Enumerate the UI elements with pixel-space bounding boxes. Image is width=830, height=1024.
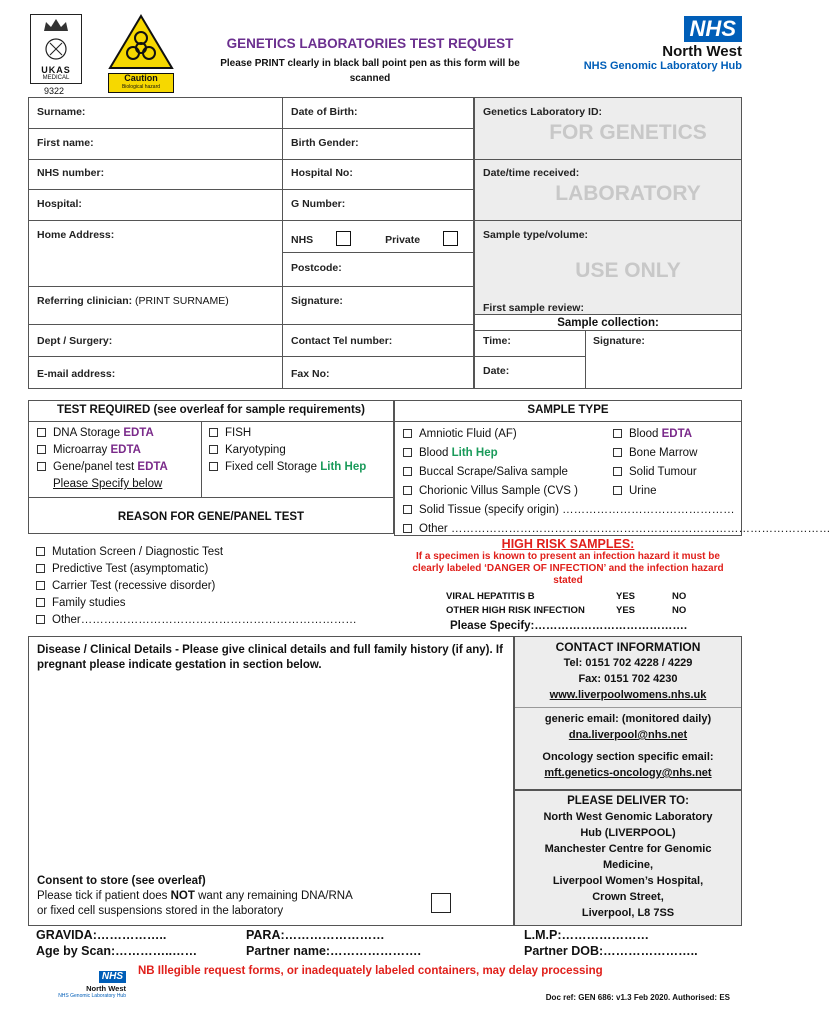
high-risk-section <box>394 536 742 636</box>
nhs-number-label: NHS number: <box>37 167 105 179</box>
generic-email-label: generic email: (monitored daily) <box>544 713 712 725</box>
checkbox[interactable] <box>37 445 46 454</box>
hospital-label: Hospital: <box>37 198 82 210</box>
checkbox[interactable] <box>613 486 622 495</box>
sample-solid-tumour[interactable]: Solid Tumour <box>613 463 697 482</box>
document-reference: Doc ref: GEN 686: v1.3 Feb 2020. Authorised: ES <box>545 993 730 1002</box>
test-fixed-cell[interactable]: Fixed cell Storage Lith Hep <box>209 459 366 476</box>
sample-cvs[interactable]: Chorionic Villus Sample (CVS ) <box>403 482 735 501</box>
checkbox[interactable] <box>209 445 218 454</box>
ukas-text: UKAS <box>41 65 71 75</box>
dept-label: Dept / Surgery: <box>37 335 113 347</box>
reason-heading: REASON FOR GENE/PANEL TEST <box>117 511 305 523</box>
high-risk-heading: HIGH RISK SAMPLES: <box>501 537 635 551</box>
referring-note: (PRINT SURNAME) <box>135 295 229 307</box>
email-label: E-mail address: <box>37 368 116 380</box>
contact-information-box <box>514 636 742 790</box>
deliver-heading: PLEASE DELIVER TO: <box>567 795 689 807</box>
nhs-hub: NHS Genomic Laboratory Hub <box>583 60 742 72</box>
oncology-email-label: Oncology section specific email: <box>542 751 714 763</box>
checkbox[interactable] <box>403 505 412 514</box>
ukas-number: 9322 <box>44 86 65 96</box>
caution-text: Caution <box>124 73 158 83</box>
reason-predictive[interactable]: Predictive Test (asymptomatic) <box>36 561 357 578</box>
nhs-badge: NHS <box>684 16 742 42</box>
please-specify-below: Please Specify below <box>53 478 163 490</box>
consent-text: Please tick if patient does NOT want any remaining DNA/RNA or fixed cell suspensions stored in the laboratory <box>37 890 353 917</box>
page-subtitle: Please PRINT clearly in black ball point pen as this form will be scanned <box>220 58 520 84</box>
gender-label: Birth Gender: <box>291 137 359 149</box>
consent-title: Consent to store (see overleaf) <box>37 875 206 887</box>
checkbox[interactable] <box>403 486 412 495</box>
checkbox[interactable] <box>36 598 45 607</box>
private-checkbox[interactable] <box>443 231 458 246</box>
checkbox[interactable] <box>36 615 45 624</box>
partner-dob-field[interactable]: Partner DOB:………………….. <box>524 944 698 958</box>
test-required-section <box>28 400 394 534</box>
private-option-label: Private <box>385 234 421 246</box>
collection-signature-label: Signature: <box>593 335 645 347</box>
sample-blood-lith[interactable]: Blood Lith Hep <box>403 444 735 463</box>
first-review-label: First sample review: <box>483 302 584 314</box>
checkbox[interactable] <box>209 462 218 471</box>
test-dna-storage[interactable]: DNA Storage EDTA <box>37 425 168 442</box>
test-fish[interactable]: FISH <box>209 425 366 442</box>
checkbox[interactable] <box>36 581 45 590</box>
reason-mutation-screen[interactable]: Mutation Screen / Diagnostic Test <box>36 544 357 561</box>
checkbox[interactable] <box>36 547 45 556</box>
partner-name-field[interactable]: Partner name:…………………. <box>246 944 422 958</box>
test-karyotyping[interactable]: Karyotyping <box>209 442 366 459</box>
sample-buccal[interactable]: Buccal Scrape/Saliva sample <box>403 463 735 482</box>
contact-fax: Fax: 0151 702 4230 <box>578 673 678 685</box>
lmp-field[interactable]: L.M.P:………………… <box>524 928 649 942</box>
deliver-line: Liverpool Women’s Hospital, <box>552 875 704 887</box>
watermark-use-only: USE ONLY <box>575 259 681 282</box>
clinical-details-instructions: Disease / Clinical Details - Please give clinical details and full family history (if any). If pregnant please indicate gestation in section below. <box>37 644 503 671</box>
ukas-sub: MEDICAL <box>42 75 70 81</box>
contact-tel: Tel: 0151 702 4228 / 4229 <box>563 657 693 669</box>
checkbox[interactable] <box>403 448 412 457</box>
watermark-for-genetics: FOR GENETICS <box>549 121 707 144</box>
sample-collection-label: Sample collection: <box>557 317 659 329</box>
signature-label: Signature: <box>291 295 343 307</box>
biohazard-icon <box>108 14 174 70</box>
nb-warning: NB Illegible request forms, or inadequately labeled containers, may delay processing <box>138 965 603 977</box>
laboratory-use-panel <box>474 97 742 389</box>
watermark-laboratory: LABORATORY <box>555 182 701 205</box>
consent-checkbox[interactable] <box>431 893 451 913</box>
sample-urine[interactable]: Urine <box>613 482 697 501</box>
sample-type-volume-label: Sample type/volume: <box>483 229 589 241</box>
checkbox[interactable] <box>37 428 46 437</box>
footer-nhs-logo <box>34 966 126 999</box>
surname-label: Surname: <box>37 106 86 118</box>
deliver-line: Medicine, <box>602 859 654 871</box>
footer-nhs-region: North West <box>86 984 126 993</box>
test-required-heading: TEST REQUIRED (see overleaf for sample requirements) <box>56 404 366 416</box>
deliver-to-box <box>514 790 742 926</box>
reason-carrier[interactable]: Carrier Test (recessive disorder) <box>36 578 357 595</box>
patient-details-grid <box>28 97 474 389</box>
sample-blood-edta[interactable]: Blood EDTA <box>613 425 697 444</box>
checkbox[interactable] <box>403 467 412 476</box>
sample-type-heading: SAMPLE TYPE <box>527 404 609 416</box>
other-infection-label: OTHER HIGH RISK INFECTION <box>446 605 585 616</box>
nhs-option-label: NHS <box>291 234 314 246</box>
checkbox[interactable] <box>613 448 622 457</box>
reason-other[interactable]: Other……………………………………………………………… <box>36 612 357 629</box>
lab-id-label: Genetics Laboratory ID: <box>483 106 603 118</box>
contact-website-link[interactable]: www.liverpoolwomens.nhs.uk <box>549 689 707 701</box>
sample-solid-tissue[interactable]: Solid Tissue (specify origin) ……………………………………… <box>403 501 735 520</box>
deliver-line: North West Genomic Laboratory <box>543 811 713 823</box>
deliver-line: Hub (LIVERPOOL) <box>580 827 676 839</box>
age-by-scan-field[interactable]: Age by Scan:…………..…… <box>36 944 198 958</box>
oncology-email-link[interactable]: mft.genetics-oncology@nhs.net <box>544 767 712 779</box>
collection-time-label: Time: <box>483 335 511 347</box>
hepatitis-yes[interactable]: YES <box>616 591 636 602</box>
nhs-logo <box>566 16 742 72</box>
hepatitis-no[interactable]: NO <box>672 591 687 602</box>
sample-other[interactable]: Other ……………………………………………………………………………………… <box>403 520 735 539</box>
test-gene-panel[interactable]: Gene/panel test EDTA <box>37 459 168 476</box>
deliver-line: Crown Street, <box>592 891 664 903</box>
reason-list <box>36 544 357 629</box>
para-field[interactable]: PARA:…………………… <box>246 928 385 942</box>
checkbox[interactable] <box>37 462 46 471</box>
viral-hepatitis-label: VIRAL HEPATITIS B <box>446 591 535 602</box>
referring-label: Referring clinician: <box>37 295 133 307</box>
ukas-logo <box>30 14 82 84</box>
g-number-label: G Number: <box>291 198 346 210</box>
page-title: GENETICS LABORATORIES TEST REQUEST <box>226 36 514 51</box>
datetime-received-label: Date/time received: <box>483 167 580 179</box>
footer-nhs-hub: NHS Genomic Laboratory Hub <box>58 993 126 999</box>
dob-label: Date of Birth: <box>291 106 358 118</box>
gravida-field[interactable]: GRAVIDA:…………….. <box>36 928 167 942</box>
collection-date-label: Date: <box>483 365 510 377</box>
infection-yes[interactable]: YES <box>616 605 636 616</box>
generic-email-link[interactable]: dna.liverpool@nhs.net <box>568 729 688 741</box>
crown-icon <box>41 17 71 33</box>
nhs-checkbox[interactable] <box>336 231 351 246</box>
hospital-no-label: Hospital No: <box>291 167 353 179</box>
postcode-label: Postcode: <box>291 262 342 274</box>
caution-sub: Biological hazard <box>121 84 161 90</box>
contact-tel-label: Contact Tel number: <box>291 335 393 347</box>
checkbox[interactable] <box>613 467 622 476</box>
deliver-line: Liverpool, L8 7SS <box>581 907 675 919</box>
test-microarray[interactable]: Microarray EDTA <box>37 442 168 459</box>
infection-no[interactable]: NO <box>672 605 687 616</box>
checkbox[interactable] <box>403 524 412 533</box>
fax-label: Fax No: <box>291 368 330 380</box>
checkbox[interactable] <box>209 428 218 437</box>
clinical-details-box <box>28 636 514 926</box>
sample-type-section <box>394 400 830 536</box>
contact-heading: CONTACT INFORMATION <box>555 640 701 654</box>
risk-specify: Please Specify:…………………………………. <box>450 620 688 632</box>
deliver-line: Manchester Centre for Genomic <box>544 843 712 855</box>
sample-amniotic[interactable]: Amniotic Fluid (AF) <box>403 425 735 444</box>
footer-nhs-badge: NHS <box>99 971 126 983</box>
tick-mark-icon <box>38 38 74 60</box>
home-address-label: Home Address: <box>37 229 115 241</box>
high-risk-warning: If a specimen is known to present an infection hazard it must be clearly labeled ‘DANGER OF INFECTION’ and the infection hazard stated <box>412 551 724 586</box>
checkbox[interactable] <box>403 429 412 438</box>
sample-bone-marrow[interactable]: Bone Marrow <box>613 444 697 463</box>
biohazard-sign <box>108 14 174 90</box>
checkbox[interactable] <box>613 429 622 438</box>
reason-family-studies[interactable]: Family studies <box>36 595 357 612</box>
first-name-label: First name: <box>37 137 94 149</box>
nhs-region: North West <box>662 43 742 60</box>
checkbox[interactable] <box>36 564 45 573</box>
